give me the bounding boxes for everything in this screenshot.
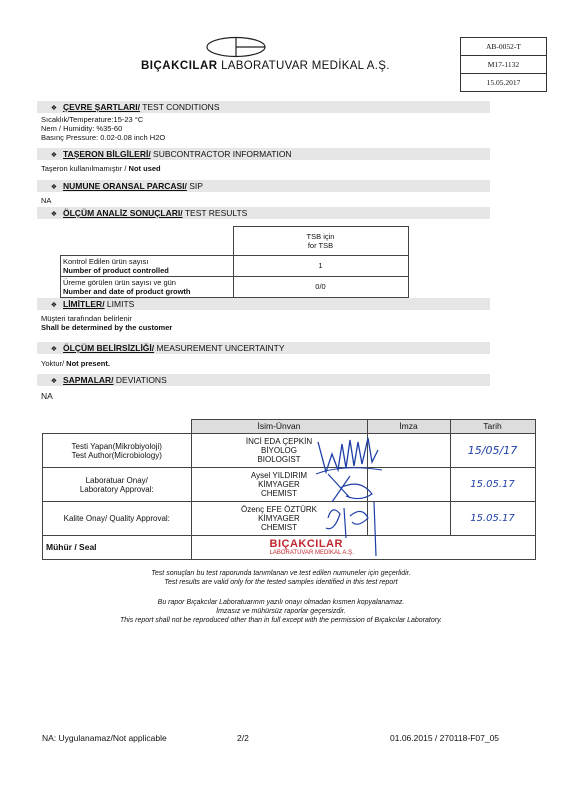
row-label-en: Number and date of product growth: [63, 286, 191, 296]
footer-abbreviation: NA: Uygulanamaz/Not applicable: [42, 733, 167, 743]
diamond-bullet-icon: ❖: [50, 105, 57, 112]
limits-line-en: Shall be determined by the customer: [41, 323, 173, 332]
uncertainty-line: [41, 359, 110, 368]
person-title-tr: BİYOLOG: [260, 446, 297, 455]
pressure-line: Basınç Pressure: 0.02-0.08 inch H2O: [41, 133, 166, 142]
section-title-tr: TAŞERON BİLGİLERİ/: [63, 149, 151, 159]
role-tr: Testi Yapan(Mikrobiyoloji): [71, 441, 162, 451]
section-title-en: DEVIATIONS: [113, 375, 167, 385]
handwritten-date: 15/05/17: [467, 443, 518, 457]
table-corner-cell: [61, 227, 234, 256]
person-title-tr: KİMYAGER: [258, 480, 300, 489]
note-validity-en: Test results are valid only for the tested samples identified in this test report: [164, 579, 398, 586]
table-row: [61, 255, 409, 276]
role-cell: [43, 434, 192, 468]
humidity-line: Nem / Humidity: %35-60: [41, 124, 123, 133]
signature-table: [42, 419, 536, 560]
person-name: Özenç EFE ÖZTÜRK: [240, 505, 317, 514]
diamond-bullet-icon: ❖: [50, 346, 57, 353]
role-en: Laboratory Approval:: [79, 484, 154, 494]
handwritten-date: 15.05.17: [470, 479, 515, 490]
ref-code: AB-0052-T: [461, 38, 546, 56]
header-date: Tarih: [450, 420, 535, 434]
row-value-cell: 1: [233, 255, 408, 276]
date-cell: [450, 434, 535, 468]
limits-line-tr: Müşteri tarafından belirlenir: [41, 314, 132, 323]
section-title-en: SUBCONTRACTOR INFORMATION: [150, 149, 292, 159]
uncertainty-tr: Yoktur/: [41, 359, 67, 368]
sample-value: NA: [41, 196, 52, 205]
form-code: 01.06.2015 / 270118-F07_05: [390, 733, 500, 743]
section-title-en: MEASUREMENT UNCERTAINTY: [154, 343, 285, 353]
deviations-value: NA: [41, 391, 53, 401]
table-row: [43, 536, 536, 560]
diamond-bullet-icon: ❖: [50, 302, 57, 309]
row-label-tr: Üreme görülen ürün sayısı ve gün: [63, 277, 176, 287]
row-label-cell: [61, 276, 234, 297]
section-title-en: LIMITS: [104, 299, 135, 309]
row-label-tr: Kontrol Edilen ürün sayısı: [63, 256, 149, 266]
table-row: [43, 434, 536, 468]
section-uncertainty: [37, 342, 490, 354]
person-title-en: CHEMIST: [261, 489, 297, 498]
page-number: 2/2: [237, 733, 249, 743]
diamond-bullet-icon: ❖: [50, 152, 57, 159]
subcontractor-en: Not used: [128, 164, 161, 173]
reference-box: [460, 37, 547, 92]
col-header-en: for TSB: [307, 240, 334, 250]
note-copy-tr: Bu rapor Bıçakcılar Laboratuarının yazılı onayı olmadan kısmen kopyalanamaz.: [157, 599, 405, 606]
temperature-line: Sıcaklık/Temperature:15-23 °C: [41, 115, 144, 124]
table-row: [43, 502, 536, 536]
role-tr: Kalite Onay/ Quality Approval:: [63, 514, 170, 523]
col-header-tr: TSB için: [306, 231, 335, 241]
table-row: [43, 468, 536, 502]
handwritten-date: 15.05.17: [470, 513, 515, 524]
section-title-tr: ÖLÇÜM BELİRSİZLİĞİ/: [63, 343, 155, 353]
date-cell: [450, 502, 535, 536]
table-corner-cell: [43, 420, 192, 434]
subcontractor-tr: Taşeron kullanılmamıştır /: [41, 164, 129, 173]
person-name: Aysel YILDIRIM: [250, 471, 308, 480]
seal-label: Mühür / Seal: [43, 536, 192, 560]
header-name-title: İsim-Ünvan: [191, 420, 367, 434]
row-label-en: Number of product controlled: [63, 265, 169, 275]
role-cell: [43, 502, 192, 536]
table-row: [43, 420, 536, 434]
section-title-tr: ÖLÇÜM ANALİZ SONUÇLARI/: [63, 208, 183, 218]
person-name: İNCİ EDA ÇEPKİN: [245, 437, 313, 446]
ref-date: 15.05.2017: [486, 78, 521, 87]
row-label-cell: [61, 255, 234, 276]
section-deviations: [37, 374, 490, 386]
ref-number: M17-1132: [461, 56, 546, 74]
person-title-tr: KİMYAGER: [258, 514, 300, 523]
section-title-tr: SAPMALAR/: [63, 375, 114, 385]
note-validity-tr: Test sonuçları bu test raporunda tanımlanan ve test edilen numuneler için geçerlidir.: [151, 570, 411, 577]
section-sample: [37, 180, 490, 192]
note-unsigned-tr: İmzasız ve mühürsüz raporlar geçersizdir.: [216, 608, 346, 615]
section-title-en: TEST CONDITIONS: [139, 102, 220, 112]
results-table: [60, 226, 409, 298]
subcontractor-line: [41, 164, 161, 173]
section-title-tr: NUMUNE ORANSAL PARCASI/: [63, 181, 187, 191]
role-cell: [43, 468, 192, 502]
section-limits: [37, 298, 490, 310]
uncertainty-en: Not present.: [66, 359, 110, 368]
diamond-bullet-icon: ❖: [50, 211, 57, 218]
section-test-results: [37, 207, 490, 219]
role-tr: Laboratuar Onay/: [85, 475, 148, 485]
company-name: [141, 60, 390, 72]
section-title-tr: LİMİTLER/: [63, 299, 105, 309]
row-value-cell: 0/0: [233, 276, 408, 297]
stamp-sub: LABORATUVAR MEDİKAL A.Ş.: [269, 549, 354, 556]
table-row: [61, 276, 409, 297]
company-logo-icon: [205, 36, 267, 58]
section-title-en: TEST RESULTS: [182, 208, 248, 218]
person-title-en: BIOLOGIST: [257, 455, 301, 464]
brand-bold: BIÇAKCILAR: [141, 60, 218, 72]
stamp-brand: BIÇAKCILAR: [269, 537, 343, 550]
diamond-bullet-icon: ❖: [50, 378, 57, 385]
table-header-cell: [233, 227, 408, 256]
note-copy-en: This report shall not be reproduced other than in full except with the permission of Bıçakcılar Laboratory.: [119, 617, 443, 624]
role-en: Test Author(Microbiology): [71, 450, 162, 460]
person-title-en: CHEMIST: [261, 523, 297, 532]
diamond-bullet-icon: ❖: [50, 184, 57, 191]
section-subcontractor: [37, 148, 490, 160]
signature-3-icon: [318, 498, 388, 558]
brand-rest: LABORATUVAR MEDİKAL A.Ş.: [221, 60, 390, 72]
table-row: [61, 227, 409, 256]
header-signature: İmza: [367, 420, 450, 434]
date-cell: [450, 468, 535, 502]
section-test-conditions: [37, 101, 490, 113]
section-title-en: SIP: [186, 181, 203, 191]
section-title-tr: ÇEVRE ŞARTLARI/: [63, 102, 140, 112]
